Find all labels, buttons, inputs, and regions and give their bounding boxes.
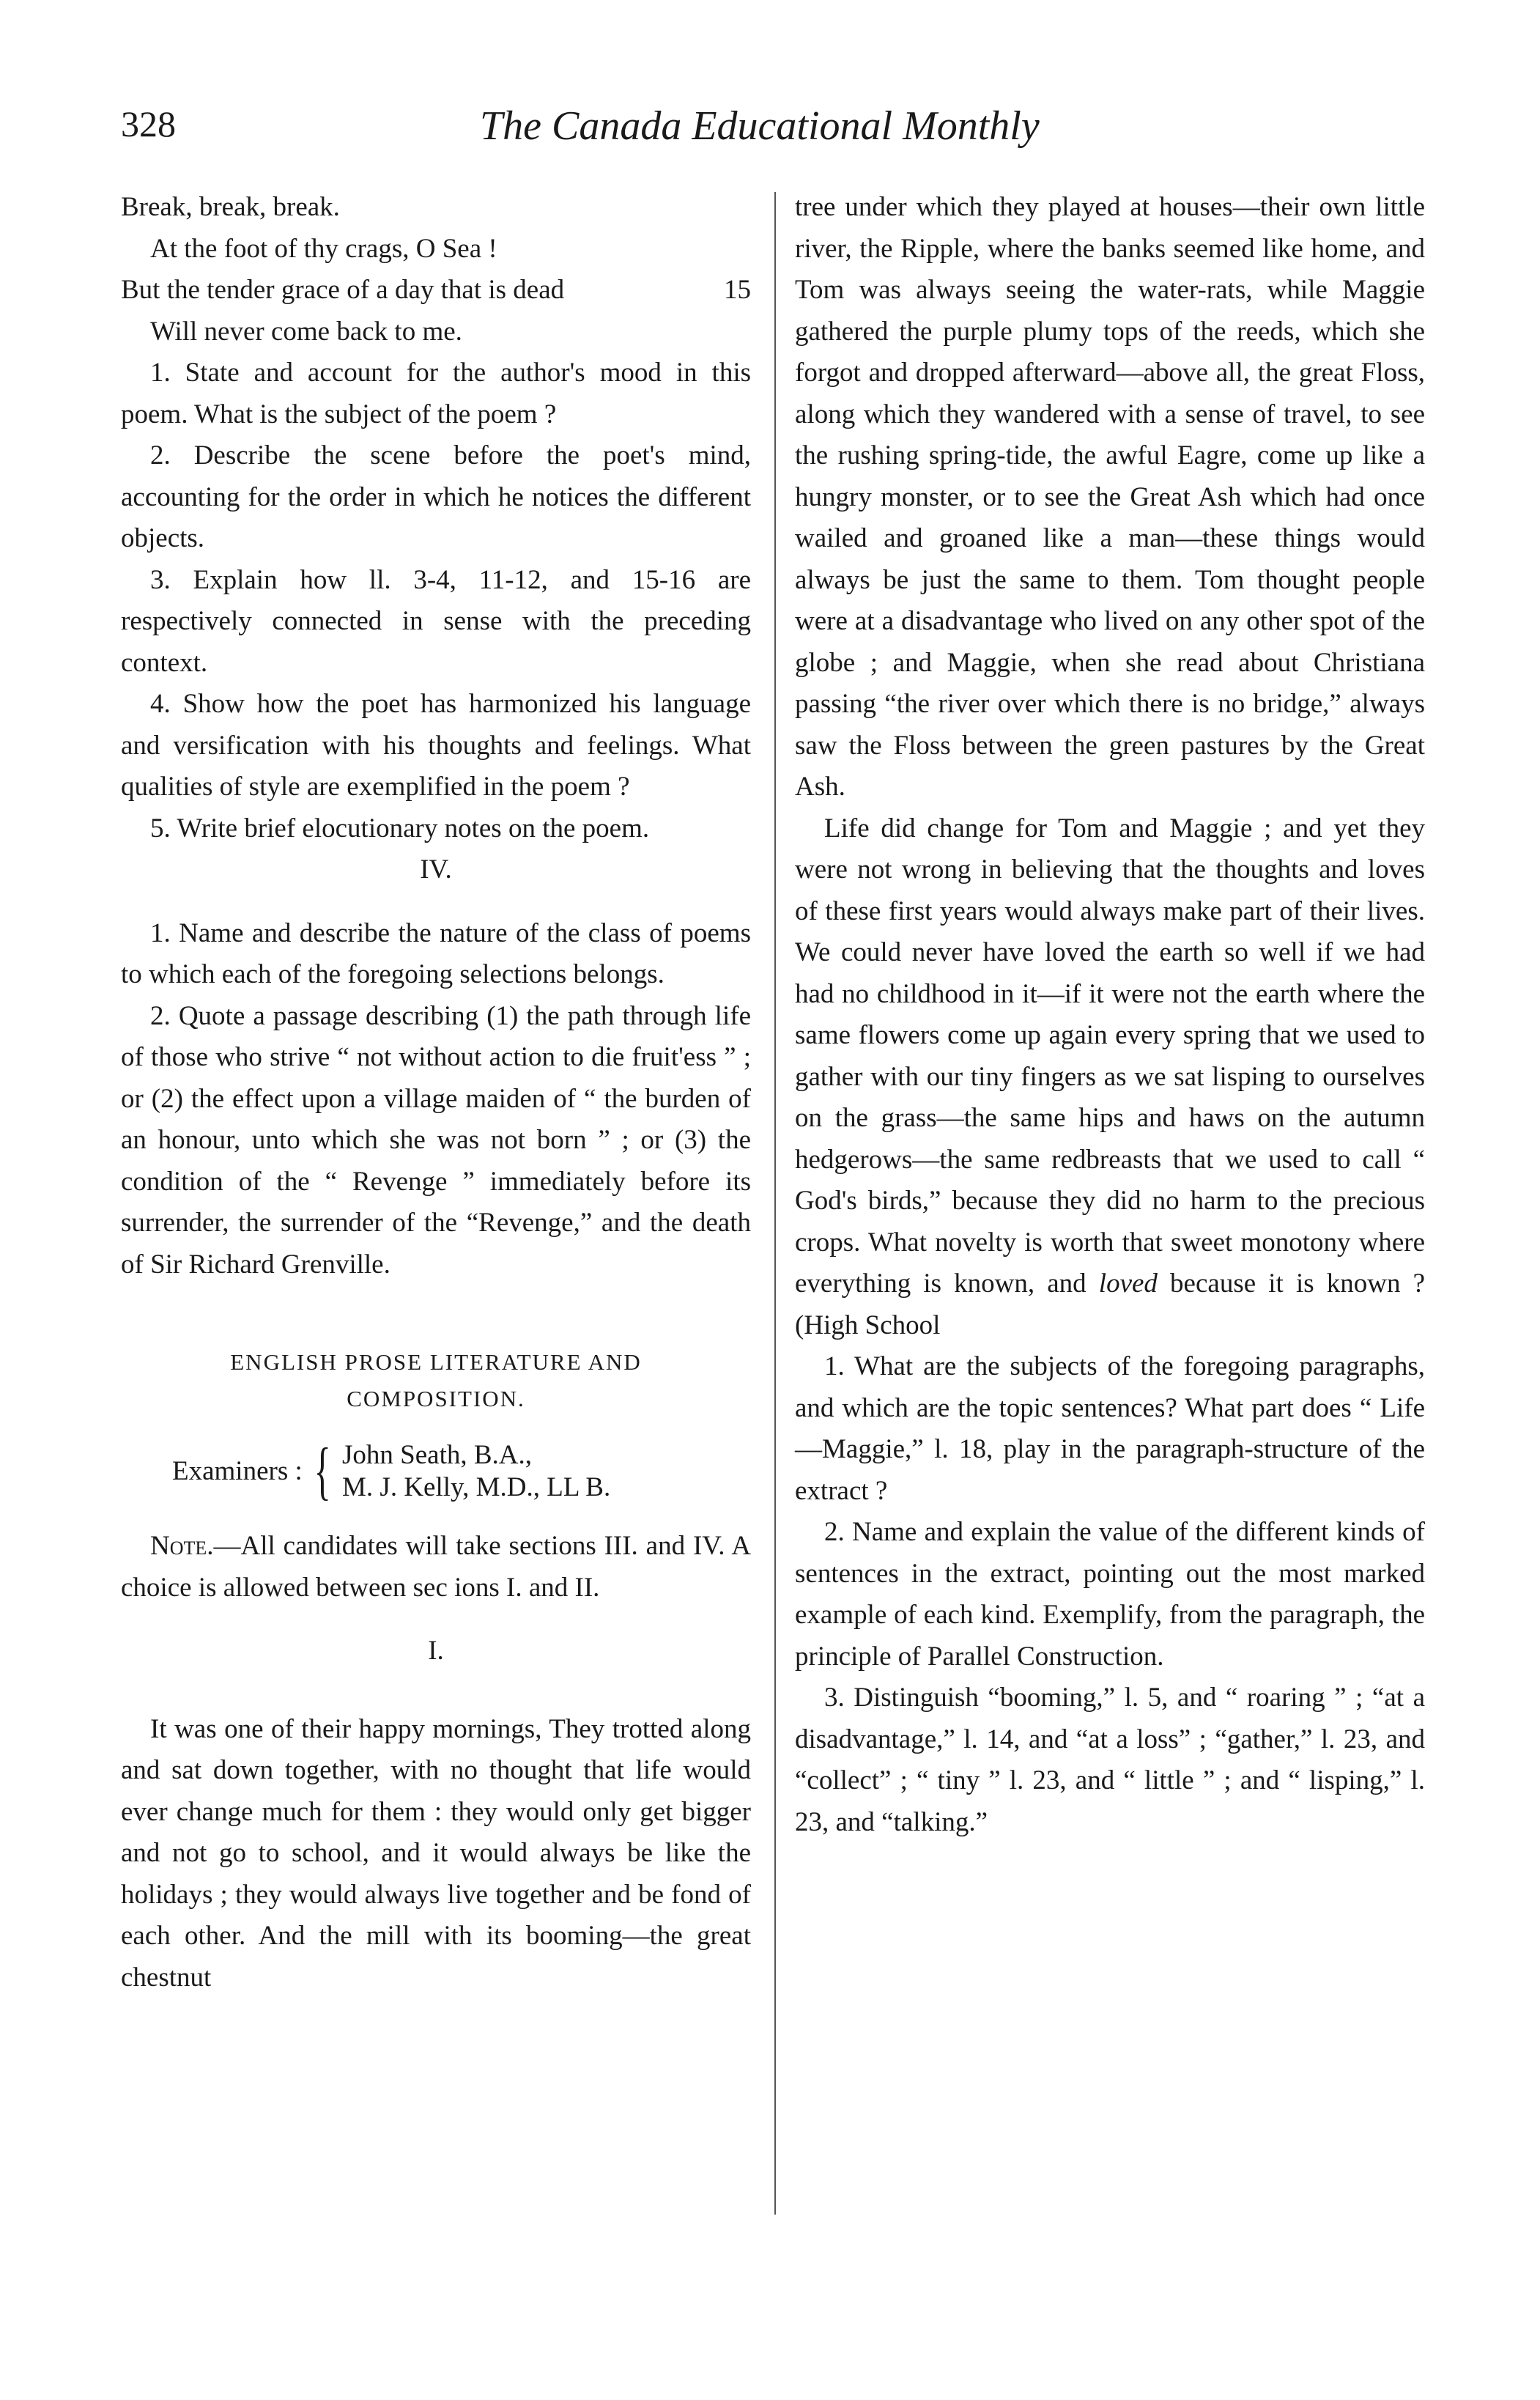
note [121,1526,751,1609]
question-1: 1. State and account for the author's mood in this poem. What is the subject of the poem ? [121,358,751,429]
line-number: 15 [724,275,751,305]
page-number: 328 [121,103,176,144]
right-column [795,187,1425,1843]
passage-paragraph: It was one of their happy mornings, They trotted along and sat down together, with no thought that life would ever change much for them : they would only get bigger and not go to school, and it would always be like the holidays ; they would always live together and be fond of each other. And the mill with its booming—the great chestnut [121,1713,751,1993]
passage-paragraph: Life did change for Tom and Maggie ; and yet they were not wrong in believing that the thoughts and loves of these first years would always make part of their lives. We could never have loved the earth so well if we had had no childhood in it—if it were not the earth where the same flowers come up again every spring that we used to gather with our tiny fingers as we sat lisping to ourselves on the grass—the same hips and haws on the autumn hedgerows—the same redbreasts that we used to call “ God's birds,” because they did no harm to the precious crops. What novelty is worth that sweet monotony where everything is known, and loved because it is known ? (High School [795,813,1426,1340]
note-label: Note. [150,1531,214,1561]
column-divider [774,192,776,2215]
passage-paragraph: tree under which they played at houses—their own little river, the Ripple, where the banks seemed like home, and Tom was always seeing the water-rats, while Maggie gathered the purple plumy tops of the reeds, which she forgot and dropped afterward—above all, the great Floss, along which they wandered with a sense of travel, to see the rushing spring-tide, the awful Eagre, come up like a hungry monster, or to see the Great Ash which had once wailed and groaned like a man—these things would always be just the same to them. Tom thought people were at a disadvantage who lived on any other spot of the globe ; and Maggie, when she read about Christiana passing “the river over which there is no bridge,” always saw the Floss between the green pastures by the Great Ash. [795,192,1425,802]
question-2: 2. Describe the scene before the poet's mind, accounting for the order in which he notices the different objects. [121,440,751,553]
prose-question-3: 3. Distinguish “booming,” l. 5, and “ roaring ” ; “at a disadvantage,” l. 14, and “at a loss” ; “gather,” l. 23, and “collect” ; “ tiny ” l. 23, and “ little ” ; and “ lisping,” l. 23, and “talking.” [795,1683,1425,1837]
question-3: 3. Explain how ll. 3-4, 11-12, and 15-16 are respectively connected in sense with the preceding context. [121,564,751,678]
verse-line: Will never come back to me. [150,316,462,347]
examiners [172,1436,751,1507]
page-header [121,103,1447,169]
verse-line: But the tender grace of a day that is dead 15 [121,270,751,311]
section-iv-question-1: 1. Name and describe the nature of the class of poems to which each of the foregoing selections belongs. [121,917,751,989]
prose-question-1: 1. What are the subjects of the foregoing paragraphs, and which are the topic sentences? What part does “ Life—Maggie,” l. 18, play in the paragraph-structure of the extract ? [795,1351,1425,1506]
examiner-name: John Seath, B.A., [342,1440,533,1470]
section-heading-i: I. [428,1636,444,1666]
prose-question-2: 2. Name and explain the value of the different kinds of sentences in the extract, pointing out the most marked example of each kind. Exemplify, from the paragraph, the principle of Parallel Construction. [795,1517,1425,1672]
note-text: —All candidates will take sections III. and IV. A choice is allowed between sec ions I. and II. [121,1531,751,1603]
verse-line: Break, break, break. [121,192,340,222]
section-iv-question-2: 2. Quote a passage describing (1) the path through life of those who strive “ not without action to die fruit'ess ” ; or (2) the effect upon a village maiden of “ the burden of an honour, unto which she was not born ” ; or (3) the condition of the “ Revenge ” immediately before its surrender, the surrender of the “Revenge,” and the death of Sir Richard Grenville. [121,1000,751,1280]
examiner-name: M. J. Kelly, M.D., LL B. [342,1472,611,1502]
section-title: ENGLISH PROSE LITERATURE AND COMPOSITION. [230,1349,642,1411]
running-title: The Canada Educational Monthly [480,103,1040,149]
italic-word: loved [1098,1269,1158,1299]
section-heading-iv: IV. [420,854,452,885]
verse-line: At the foot of thy crags, O Sea ! [150,233,497,264]
examiners-label: Examiners : [172,1456,303,1486]
left-column [121,187,751,1998]
question-4: 4. Show how the poet has harmonized his language and versification with his thoughts and feelings. What qualities of style are exemplified in the poem ? [121,689,751,802]
poem-excerpt [121,187,751,352]
brace-icon: { [314,1436,331,1507]
question-5: 5. Write brief elocutionary notes on the poem. [150,813,650,843]
